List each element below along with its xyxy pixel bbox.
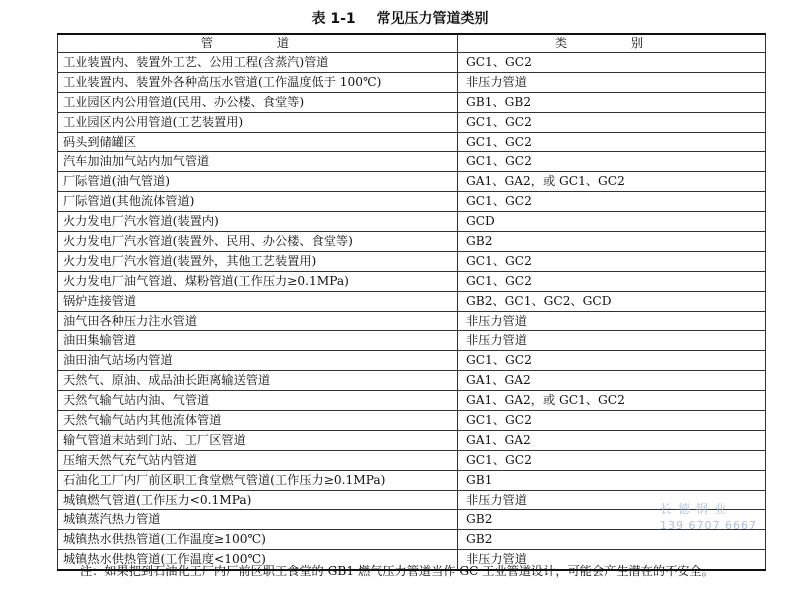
- pipeline-cell: 输气管道末站到门站、工厂区管道: [58, 430, 458, 450]
- category-cell: GA1、GA2: [458, 430, 766, 450]
- table-row: [58, 152, 766, 172]
- table-title: 常见压力管道类别: [376, 11, 489, 27]
- category-cell: GC1、GC2: [458, 411, 766, 431]
- table-row: [58, 430, 766, 450]
- table-row: [58, 371, 766, 391]
- pipeline-category-table: [57, 33, 766, 571]
- table-caption: [0, 8, 800, 28]
- pipeline-cell: 火力发电厂汽水管道(装置外、民用、办公楼、食堂等): [58, 232, 458, 252]
- watermark: [660, 500, 780, 532]
- category-cell: GB1、GB2: [458, 92, 766, 112]
- table-row: [58, 132, 766, 152]
- pipeline-cell: 油田集输管道: [58, 331, 458, 351]
- table-row: [58, 331, 766, 351]
- category-cell: GB2: [458, 232, 766, 252]
- table-row: [58, 112, 766, 132]
- table-row: [58, 232, 766, 252]
- pipeline-cell: 油气田各种压力注水管道: [58, 311, 458, 331]
- table-body: [58, 53, 766, 571]
- pipeline-cell: 城镇燃气管道(工作压力<0.1MPa): [58, 490, 458, 510]
- table-row: [58, 192, 766, 212]
- table-row: [58, 411, 766, 431]
- category-cell: GC1、GC2: [458, 112, 766, 132]
- category-cell: GC1、GC2: [458, 152, 766, 172]
- category-cell: 非压力管道: [458, 311, 766, 331]
- category-cell: GC1、GC2: [458, 251, 766, 271]
- category-cell: 非压力管道: [458, 490, 766, 510]
- pipeline-cell: 火力发电厂汽水管道(装置内): [58, 212, 458, 232]
- category-cell: GA1、GA2，或 GC1、GC2: [458, 172, 766, 192]
- table-note: 注：如果把到石油化工厂内厂前区职工食堂的 GB1 燃气压力管道当作 GC 工业管道设计，可能会产生潜在的不安全。: [80, 564, 714, 578]
- pipeline-cell: 工业装置内、装置外各种高压水管道(工作温度低于 100℃): [58, 72, 458, 92]
- pipeline-cell: 汽车加油加气站内加气管道: [58, 152, 458, 172]
- category-cell: GB1: [458, 470, 766, 490]
- pipeline-cell: 压缩天然气充气站内管道: [58, 450, 458, 470]
- pipeline-cell: 城镇热水供热管道(工作温度<100℃): [58, 550, 458, 570]
- table-row: [58, 470, 766, 490]
- watermark-name: 长德钢业: [660, 502, 733, 516]
- table-row: [58, 172, 766, 192]
- watermark-phone: 139 6707 6667: [660, 519, 757, 532]
- pipeline-cell: 火力发电厂汽水管道(装置外，其他工艺装置用): [58, 251, 458, 271]
- category-cell: 非压力管道: [458, 550, 766, 570]
- category-cell: GB2、GC1、GC2、GCD: [458, 291, 766, 311]
- table-row: [58, 291, 766, 311]
- header-pipeline: 管 道: [58, 34, 458, 53]
- table-row: [58, 212, 766, 232]
- category-cell: GB2: [458, 510, 766, 530]
- pipeline-cell: 天然气输气站内其他流体管道: [58, 411, 458, 431]
- table-row: [58, 391, 766, 411]
- pipeline-cell: 码头到储罐区: [58, 132, 458, 152]
- header-row: [58, 34, 766, 53]
- category-cell: 非压力管道: [458, 331, 766, 351]
- category-cell: GA1、GA2: [458, 371, 766, 391]
- table-row: [58, 311, 766, 331]
- table-row: [58, 92, 766, 112]
- pipeline-cell: 天然气输气站内油、气管道: [58, 391, 458, 411]
- pipeline-cell: 城镇蒸汽热力管道: [58, 510, 458, 530]
- category-cell: GC1、GC2: [458, 351, 766, 371]
- category-cell: GCD: [458, 212, 766, 232]
- pipeline-cell: 工业园区内公用管道(工艺装置用): [58, 112, 458, 132]
- category-cell: GC1、GC2: [458, 271, 766, 291]
- pipeline-cell: 油田油气站场内管道: [58, 351, 458, 371]
- category-cell: GA1、GA2，或 GC1、GC2: [458, 391, 766, 411]
- table-number: 表 1-1: [311, 11, 356, 27]
- category-cell: GB2: [458, 530, 766, 550]
- category-cell: GC1、GC2: [458, 450, 766, 470]
- category-cell: GC1、GC2: [458, 132, 766, 152]
- header-category: 类 别: [458, 34, 766, 53]
- pipeline-cell: 工业园区内公用管道(民用、办公楼、食堂等): [58, 92, 458, 112]
- pipeline-cell: 工业装置内、装置外工艺、公用工程(含蒸汽)管道: [58, 53, 458, 73]
- pipeline-cell: 石油化工厂内厂前区职工食堂燃气管道(工作压力≥0.1MPa): [58, 470, 458, 490]
- category-cell: GC1、GC2: [458, 53, 766, 73]
- pipeline-cell: 天然气、原油、成品油长距离输送管道: [58, 371, 458, 391]
- table-row: [58, 450, 766, 470]
- pipeline-cell: 城镇热水供热管道(工作温度≥100℃): [58, 530, 458, 550]
- table-row: [58, 530, 766, 550]
- table-row: [58, 251, 766, 271]
- category-cell: GC1、GC2: [458, 192, 766, 212]
- pipeline-cell: 锅炉连接管道: [58, 291, 458, 311]
- category-cell: 非压力管道: [458, 72, 766, 92]
- pipeline-cell: 厂际管道(油气管道): [58, 172, 458, 192]
- table-row: [58, 53, 766, 73]
- pipeline-cell: 火力发电厂油气管道、煤粉管道(工作压力≥0.1MPa): [58, 271, 458, 291]
- table-row: [58, 351, 766, 371]
- pipeline-cell: 厂际管道(其他流体管道): [58, 192, 458, 212]
- table-row: [58, 271, 766, 291]
- table-row: [58, 72, 766, 92]
